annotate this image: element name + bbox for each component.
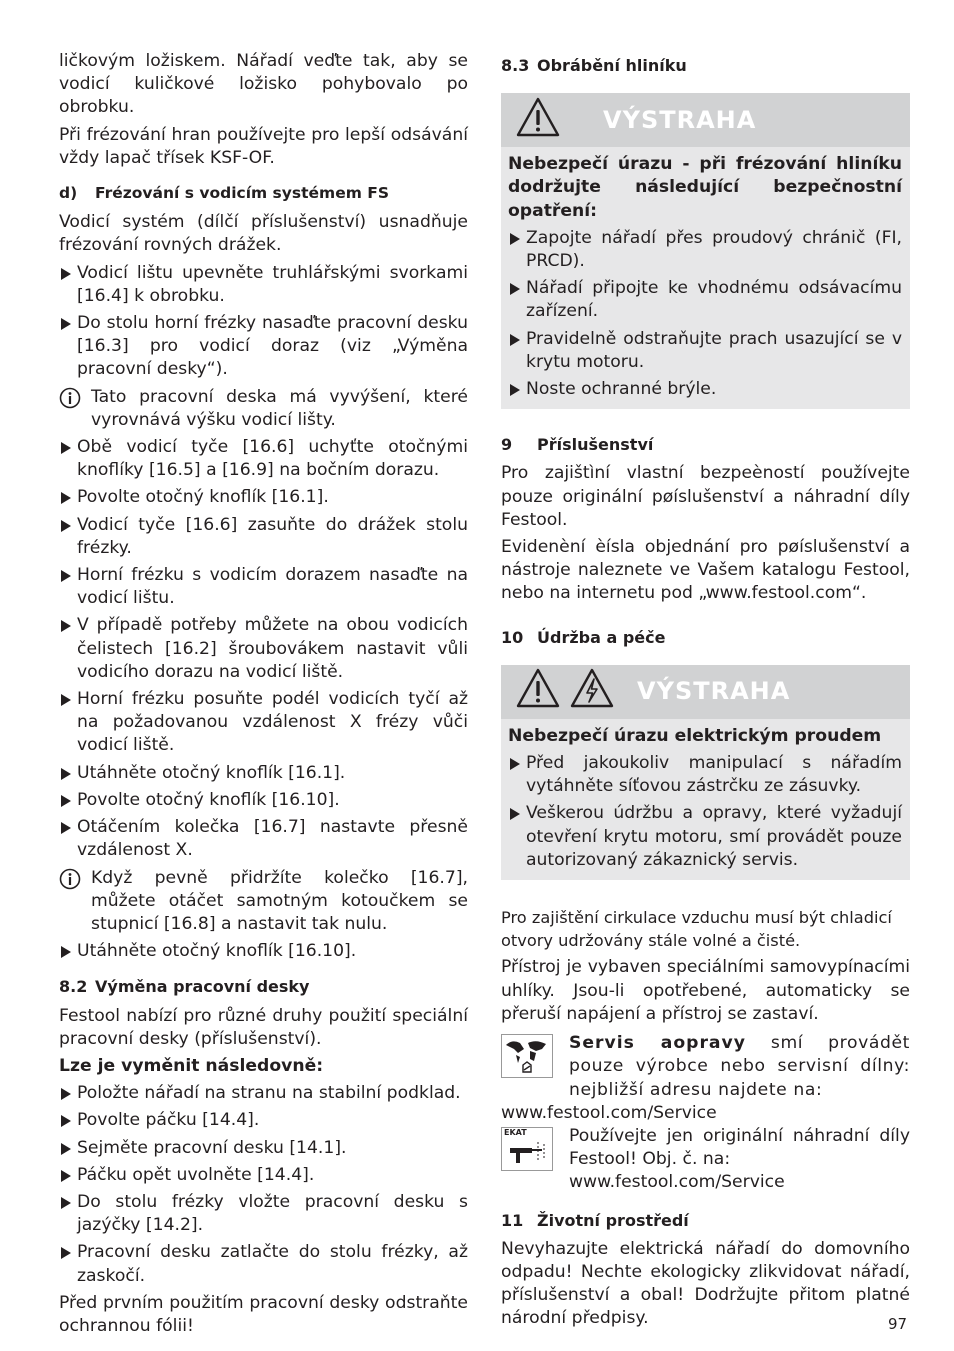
bullet-text: Vodicí lištu upevněte truhlářskými svorkami [16.4] k obrobku. — [77, 262, 468, 306]
bullet-text: Povolte otočný knoflík [16.1]. — [77, 487, 329, 508]
bullet-item — [59, 1191, 468, 1237]
bullet-item — [59, 940, 468, 963]
bullet-text: Nářadí připojte ke vhodnému odsávacímu zařízení. — [526, 278, 902, 322]
bullet-arrow-icon — [61, 1088, 71, 1100]
warning-title: VÝSTRAHA — [637, 677, 791, 706]
bullet-item — [59, 436, 468, 482]
service-text: smí provádět pouze výrobce nebo servisní dílny: nejbližší adresu najdete na: — [569, 1033, 911, 1100]
paragraph: Při frézování hran používejte pro lepší odsávání vždy lapač třísek KSF-OF. — [59, 124, 468, 168]
bullet-text: Položte nářadí na stranu na stabilní podklad. — [77, 1083, 461, 1104]
bullet-text: V případě potřeby můžete na obou vodicích čelistech [16.2] šroubovákem nastavit vůli vodicího dorazu na vodicí liště. — [77, 615, 468, 682]
bullet-item — [59, 1241, 468, 1287]
bullet-item — [508, 227, 902, 273]
bullet-arrow-icon — [61, 620, 71, 632]
ekat-icon — [501, 1127, 553, 1171]
section-number: 10 — [501, 627, 524, 647]
paragraph: Pro zajištìní vlastní bezpeèností používejte pouze originální pøíslušenství a náhradní díly Festool. — [501, 463, 910, 530]
warning-box — [501, 665, 910, 880]
bullet-item — [508, 277, 902, 323]
paragraph: Před prvním použitím pracovní desky odstraňte ochrannou fólii! — [59, 1292, 468, 1336]
bullet-arrow-icon — [61, 492, 71, 504]
section-title: Příslušenství — [537, 435, 654, 455]
warning-title: VÝSTRAHA — [603, 105, 757, 134]
paragraph: Evidenèní èísla objednání pro pøíslušenství a nástroje naleznete ve Vašem katalogu Festool, nebo na internetu pod „www.festool.com“. — [501, 537, 910, 604]
bullet-item — [59, 789, 468, 812]
bullet-text: Vodicí tyče [16.6] zasuňte do drážek stolu frézky. — [77, 514, 468, 558]
bullet-arrow-icon — [61, 822, 71, 834]
bullet-arrow-icon — [61, 1197, 71, 1209]
bullet-text: Obě vodicí tyče [16.6] uchyťte otočnými knoflíky [16.5] a [16.9] na bočním dorazu. — [77, 437, 468, 481]
paragraph: Přístroj je vybaven speciálními samovypínacími uhlíky. Jsou-li opotřebené, automaticky se přeruší napájení a přístroj se zastaví. — [501, 957, 910, 1024]
info-icon — [59, 387, 81, 416]
section-heading-8-2 — [59, 975, 468, 998]
warning-lead: Nebezpečí úrazu elektrickým proudem — [508, 725, 882, 746]
service-bold: Servis aopravy — [569, 1033, 746, 1054]
bullet-arrow-icon — [510, 384, 520, 396]
bullet-item — [59, 762, 468, 785]
bullet-item — [59, 816, 468, 862]
service-url[interactable]: www.festool.com/Service — [501, 1102, 717, 1123]
section-title: Výměna pracovní desky — [95, 977, 310, 997]
bullet-item — [59, 614, 468, 684]
bullet-arrow-icon — [61, 570, 71, 582]
paragraph: ličkovým ložiskem. Nářadí veďte tak, aby se vodicí kuličkové ložisko pohybovalo po obrobku. — [59, 51, 468, 118]
warning-box — [501, 93, 910, 409]
bullet-text: Povolte otočný knoflík [16.10]. — [77, 789, 340, 810]
bullet-item — [508, 328, 902, 374]
bullet-text: Zapojte nářadí přes proudový chránič (FI, PRCD). — [526, 227, 902, 272]
warning-lead: Nebezpečí úrazu - při frézování hliníku dodržujte následující bezpečnostní opatření: — [508, 154, 902, 221]
ekat-label: EKAT — [504, 1127, 527, 1137]
bullet-text: Utáhněte otočný knoflík [16.1]. — [77, 762, 346, 783]
section-heading-10 — [501, 626, 910, 649]
warning-triangle-icon — [515, 667, 569, 716]
bullet-arrow-icon — [510, 233, 520, 245]
left-column — [59, 50, 468, 1342]
warning-body — [501, 719, 910, 880]
paragraph: Festool nabízí pro různé druhy použití speciální pracovní desky (příslušenství). — [59, 1005, 468, 1049]
section-heading-9 — [501, 433, 910, 456]
warning-header — [501, 665, 910, 719]
section-number: 9 — [501, 435, 513, 455]
bullet-arrow-icon — [61, 768, 71, 780]
bullet-arrow-icon — [61, 795, 71, 807]
ekat-text: Používejte jen originální náhradní díly Festool! Obj. č. na: — [569, 1125, 910, 1170]
bullet-arrow-icon — [61, 442, 71, 454]
bullet-item — [59, 1164, 468, 1187]
section-number: 11 — [501, 1210, 524, 1230]
warning-triangle-icon — [515, 96, 569, 145]
section-number: 8.3 — [501, 56, 530, 75]
bullet-item — [59, 262, 468, 308]
bullet-arrow-icon — [61, 520, 71, 532]
bullet-arrow-icon — [61, 1115, 71, 1127]
section-heading-8-3 — [501, 54, 910, 77]
bullet-item — [59, 514, 468, 560]
info-text: Když pevně přidržíte kolečko [16.7], můžete otáčet samotným kotoučkem se stupnicí [16.8] a nastavit tak nulu. — [91, 867, 468, 934]
info-note — [59, 867, 468, 937]
ekat-note — [501, 1125, 910, 1195]
bullet-text: Páčku opět uvolněte [14.4]. — [77, 1164, 315, 1185]
section-title: Životní prostředí — [537, 1210, 689, 1230]
bullet-text: Pracovní desku zatlačte do stolu frézky, až zaskočí. — [77, 1242, 468, 1286]
bullet-text: Před jakoukoliv manipulací s nářadím vytáhněte síťovou zástrčku ze zásuvky. — [526, 753, 902, 797]
bullet-text: Do stolu frézky vložte pracovní desku s jazýčky [14.2]. — [77, 1191, 468, 1236]
bullet-text: Sejměte pracovní desku [14.1]. — [77, 1137, 347, 1158]
paragraph: Vodicí systém (dílčí příslušenství) usnadňuje frézování rovných drážek. — [59, 212, 468, 256]
bullet-text: Noste ochranné brýle. — [526, 379, 717, 400]
page-number: 97 — [888, 1315, 908, 1333]
bullet-text: Pravidelně odstraňujte prach usazující se v krytu motoru. — [526, 328, 902, 372]
bullet-item — [59, 1109, 468, 1132]
section-number: 8.2 — [59, 977, 88, 997]
bullet-text: Horní frézku s vodicím dorazem nasaďte na vodicí lištu. — [77, 565, 468, 609]
bullet-text: Horní frézku posuňte podél vodicích tyčí až na požadovanou vzdálenost X frézy vůči vodicí liště. — [77, 689, 468, 756]
bullet-arrow-icon — [61, 1143, 71, 1155]
bullet-arrow-icon — [61, 1170, 71, 1182]
bullet-item — [59, 1137, 468, 1160]
bullet-arrow-icon — [61, 1247, 71, 1259]
warning-body — [501, 147, 910, 409]
bullet-arrow-icon — [510, 808, 520, 820]
bold-lead: Lze je vyměnit následovně: — [59, 1055, 324, 1076]
bullet-text: Povolte páčku [14.4]. — [77, 1110, 260, 1131]
bullet-text: Veškerou údržbu a opravy, které vyžadují otevření krytu motoru, smí provádět pouze autorizovaný zákaznický servis. — [526, 803, 902, 870]
info-icon — [59, 868, 81, 897]
bullet-arrow-icon — [61, 318, 71, 330]
bullet-item — [59, 486, 468, 509]
warning-header — [501, 93, 910, 147]
bullet-arrow-icon — [510, 334, 520, 346]
bullet-item — [508, 752, 902, 798]
bullet-item — [508, 378, 902, 401]
world-map-icon — [501, 1034, 553, 1078]
section-title: Obrábění hliníku — [537, 56, 687, 75]
bullet-arrow-icon — [61, 268, 71, 280]
section-heading-11 — [501, 1209, 910, 1232]
electric-shock-icon — [569, 667, 623, 716]
bullet-arrow-icon — [510, 758, 520, 770]
info-text: Tato pracovní deska má vyvýšení, které vyrovnává výšku vodicí lišty. — [91, 386, 468, 430]
service-note — [501, 1032, 910, 1102]
bullet-arrow-icon — [61, 694, 71, 706]
info-note — [59, 386, 468, 432]
bullet-item — [59, 564, 468, 610]
paragraph: Nevyhazujte elektrická nářadí do domovního odpadu! Nechte ekologicky zlikvidovat nářadí, příslušenství a obal! Dodržujte přitom platné národní předpisy. — [501, 1238, 910, 1329]
bullet-item — [508, 802, 902, 872]
bullet-text: Otáčením kolečka [16.7] nastavte přesně vzdálenost X. — [77, 817, 468, 861]
bullet-text: Utáhněte otočný knoflík [16.10]. — [77, 941, 357, 962]
bullet-item — [59, 1082, 468, 1105]
section-title: Údržba a péče — [537, 627, 666, 647]
right-column — [501, 50, 910, 1335]
bullet-arrow-icon — [510, 283, 520, 295]
section-heading-d — [59, 182, 468, 205]
ekat-url[interactable]: www.festool.com/Service — [569, 1172, 785, 1193]
bullet-item — [59, 688, 468, 758]
section-title: Frézování s vodicím systémem FS — [95, 184, 390, 203]
paragraph: Pro zajištění cirkulace vzduchu musí být chladicí otvory udržovány stále volné a čisté. — [501, 908, 892, 951]
bullet-text: Do stolu horní frézky nasaďte pracovní desku [16.3] pro vodicí doraz (viz „Výměna pracovní desky“). — [77, 313, 468, 380]
section-number: d) — [59, 184, 78, 203]
bullet-item — [59, 312, 468, 382]
bullet-arrow-icon — [61, 946, 71, 958]
